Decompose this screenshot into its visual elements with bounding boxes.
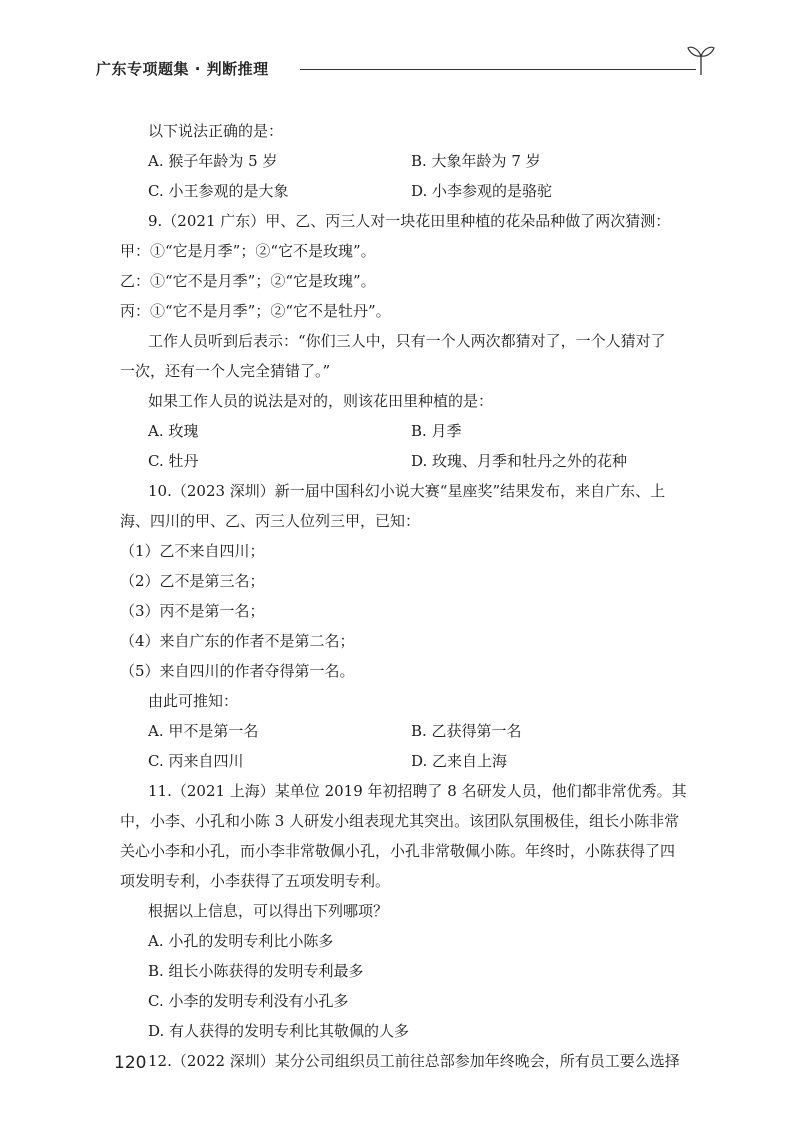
- q8-option-a: A. 猴子年龄为 5 岁: [148, 152, 278, 170]
- q9-guess-jia: 甲：①“它是月季”；②“它不是玫瑰”。: [120, 242, 376, 260]
- q8-options-row-1: [120, 146, 720, 176]
- q10-options-row-1: [120, 716, 720, 746]
- q11-question: 根据以上信息，可以得出下列哪项？: [148, 902, 389, 920]
- q10-option-a: A. 甲不是第一名: [148, 722, 259, 740]
- q9-guess-yi: 乙：①“它不是月季”；②“它是玫瑰”。: [120, 272, 376, 290]
- q10-stem-line-2: 海、四川的甲、乙、丙三人位列三甲，已知：: [120, 512, 421, 530]
- q12-stem-line-1: 12.（2022 深圳）某分公司组织员工前往总部参加年终晚会，所有员工要么选择: [148, 1052, 680, 1070]
- q11-option-b: B. 组长小陈获得的发明专利最多: [148, 962, 364, 980]
- q11-stem-line-2: 中，小李、小孔和小陈 3 人研发小组表现尤其突出。该团队氛围极佳，组长小陈非常: [120, 812, 680, 830]
- running-header: [96, 54, 716, 84]
- q11-stem-line-1: 11.（2021 上海）某单位 2019 年初招聘了 8 名研发人员，他们都非常优秀。其: [148, 782, 687, 800]
- q8-prompt: 以下说法正确的是：: [148, 122, 284, 140]
- q9-option-a: A. 玫瑰: [148, 422, 199, 440]
- q8-options-row-2: [120, 176, 720, 206]
- q9-options-row-2: [120, 446, 720, 476]
- q10-stem-line-1: 10.（2023 深圳）新一届中国科幻小说大赛“星座奖”结果发布，来自广东、上: [148, 482, 666, 500]
- q11-stem-line-4: 项发明专利，小李获得了五项发明专利。: [120, 872, 391, 890]
- page-number: 120: [114, 1053, 147, 1073]
- q9-option-d: D. 玫瑰、月季和牡丹之外的花种: [411, 452, 628, 470]
- q10-condition-3: （3）丙不是第一名；: [120, 602, 265, 620]
- q9-statement-line-2: 一次，还有一个人完全猜错了。”: [120, 362, 331, 380]
- q9-stem: 9.（2021 广东）甲、乙、丙三人对一块花田里种植的花朵品种做了两次猜测：: [148, 212, 671, 230]
- q10-condition-4: （4）来自广东的作者不是第二名；: [120, 632, 355, 650]
- q10-option-b: B. 乙获得第一名: [411, 722, 522, 740]
- page-content: [120, 116, 720, 1076]
- q11-option-a: A. 小孔的发明专利比小陈多: [148, 932, 334, 950]
- q10-option-c: C. 丙来自四川: [148, 752, 244, 770]
- q11-option-c: C. 小李的发明专利没有小孔多: [148, 992, 349, 1010]
- q9-guess-bing: 丙：①“它不是月季”；②“它不是牡丹”。: [120, 302, 391, 320]
- q8-option-c: C. 小王参观的是大象: [148, 182, 289, 200]
- q9-option-c: C. 牡丹: [148, 452, 199, 470]
- q9-question: 如果工作人员的说法是对的，则该花田里种植的是：: [148, 392, 494, 410]
- q8-option-b: B. 大象年龄为 7 岁: [411, 152, 541, 170]
- sprout-icon: [686, 42, 716, 76]
- q10-question: 由此可推知：: [148, 692, 239, 710]
- q8-option-d: D. 小李参观的是骆驼: [411, 182, 553, 200]
- q9-option-b: B. 月季: [411, 422, 462, 440]
- header-rule: [300, 69, 696, 70]
- q10-options-row-2: [120, 746, 720, 776]
- q11-stem-line-3: 关心小李和小孔，而小李非常敬佩小孔，小孔非常敬佩小陈。年终时，小陈获得了四: [120, 842, 676, 860]
- q9-options-row-1: [120, 416, 720, 446]
- q11-option-d: D. 有人获得的发明专利比其敬佩的人多: [148, 1022, 410, 1040]
- q10-condition-1: （1）乙不来自四川；: [120, 542, 265, 560]
- q9-statement-line-1: 工作人员听到后表示：“你们三人中，只有一个人两次都猜对了，一个人猜对了: [148, 332, 666, 350]
- q10-condition-5: （5）来自四川的作者夺得第一名。: [120, 662, 355, 680]
- header-title: 广东专项题集 · 判断推理: [96, 60, 269, 78]
- q10-condition-2: （2）乙不是第三名；: [120, 572, 265, 590]
- q10-option-d: D. 乙来自上海: [411, 752, 508, 770]
